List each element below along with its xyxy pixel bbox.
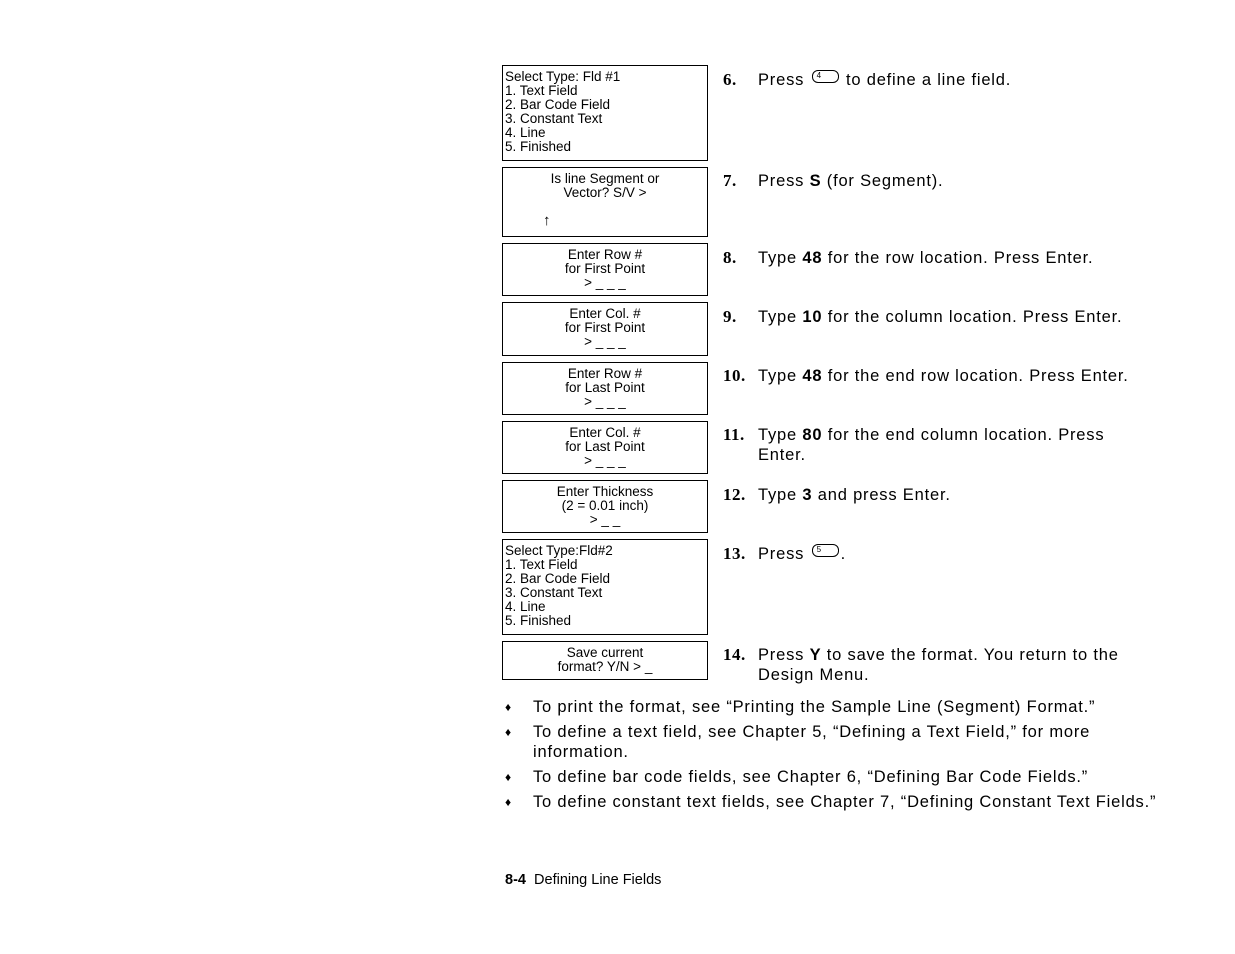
- display-screen-save-format: [502, 641, 708, 680]
- key-4-icon: [812, 70, 839, 83]
- screen-line: > _ _ _: [584, 453, 626, 468]
- step-number: 12.: [723, 485, 746, 504]
- step-text: Type: [758, 367, 797, 385]
- step-11: [723, 425, 1153, 465]
- key-label: 5: [816, 545, 822, 554]
- screen-line: Enter Col. #: [569, 425, 641, 440]
- step-number: 11.: [723, 425, 745, 444]
- bullet-icon: ♦: [505, 795, 512, 809]
- key-5-icon: [812, 544, 839, 557]
- step-number: 13.: [723, 544, 746, 563]
- step-text: and press Enter.: [817, 486, 951, 504]
- screen-line: for First Point: [564, 320, 646, 335]
- screen-line: Save current: [566, 645, 644, 660]
- bullet-icon: ♦: [505, 725, 512, 739]
- page-number: 8-4: [505, 872, 526, 888]
- step-text: Press: [758, 545, 805, 563]
- screen-line: > _ _ _: [584, 334, 626, 349]
- step-9: [723, 307, 1173, 327]
- list-item: [505, 722, 1185, 762]
- step-text: for the end column location. Press Enter.: [758, 426, 1105, 464]
- screen-line: > _ _ _: [584, 275, 626, 290]
- page-footer: [505, 872, 661, 888]
- screen-line: for First Point: [564, 261, 646, 276]
- related-info-list: [505, 697, 1185, 817]
- screen-line: > _ _ _: [584, 394, 626, 409]
- step-text: Type: [758, 426, 797, 444]
- bullet-icon: ♦: [505, 700, 512, 714]
- step-14: [723, 645, 1163, 685]
- step-bold-value: 48: [802, 249, 823, 267]
- step-number: 14.: [723, 645, 746, 664]
- step-bold-value: 48: [802, 367, 823, 385]
- up-arrow-icon: ↑: [543, 212, 551, 229]
- list-item-text: To define constant text fields, see Chapter 7, “Defining Constant Text Fields.”: [533, 793, 1157, 811]
- screen-line: Is line Segment or: [550, 171, 660, 186]
- step-number: 6.: [723, 70, 737, 89]
- chapter-title: Defining Line Fields: [534, 872, 662, 888]
- display-screen-segment-vector: [502, 167, 708, 237]
- step-bold-value: 3: [802, 486, 813, 504]
- step-bold-value: 80: [802, 426, 823, 444]
- step-text: for the end row location. Press Enter.: [827, 367, 1129, 385]
- screen-line: 4. Line: [505, 599, 546, 614]
- list-item: [505, 792, 1185, 812]
- step-number: 10.: [723, 366, 746, 385]
- display-screen-select-type-2: [502, 539, 708, 635]
- step-text: Press: [758, 646, 805, 664]
- screen-line: (2 = 0.01 inch): [561, 498, 649, 513]
- step-10: [723, 366, 1173, 386]
- step-text: for the column location. Press Enter.: [827, 308, 1123, 326]
- list-item: [505, 767, 1185, 787]
- display-screen-col-first: [502, 302, 708, 356]
- step-text: Type: [758, 308, 797, 326]
- display-screen-thickness: [502, 480, 708, 533]
- step-text: to save the format. You return to the Design Menu.: [758, 646, 1119, 684]
- step-text: .: [840, 545, 846, 563]
- screen-line: 5. Finished: [505, 613, 572, 628]
- screen-line: for Last Point: [565, 439, 645, 454]
- list-item-text: To define a text field, see Chapter 5, “Defining a Text Field,” for more information.: [533, 723, 1091, 761]
- screen-line: for Last Point: [565, 380, 645, 395]
- step-text: Type: [758, 249, 797, 267]
- step-text: for the row location. Press Enter.: [827, 249, 1094, 267]
- step-text: to define a line field.: [845, 71, 1012, 89]
- screen-line: > _ _: [589, 512, 621, 527]
- list-item-text: To print the format, see “Printing the Sample Line (Segment) Format.”: [533, 698, 1096, 716]
- step-number: 7.: [723, 171, 737, 190]
- step-number: 8.: [723, 248, 737, 267]
- step-6: [723, 70, 1173, 90]
- screen-line: Enter Row #: [567, 366, 643, 381]
- screen-line: Enter Row #: [567, 247, 643, 262]
- screen-line: format? Y/N > _: [557, 659, 653, 674]
- screen-line: 4. Line: [505, 125, 546, 140]
- screen-line: 5. Finished: [505, 139, 572, 154]
- screen-line: 3. Constant Text: [505, 111, 603, 126]
- bullet-icon: ♦: [505, 770, 512, 784]
- screen-line: Select Type:Fld#2: [505, 543, 613, 558]
- step-13: [723, 544, 1173, 564]
- screen-line: 2. Bar Code Field: [505, 571, 611, 586]
- list-item: [505, 697, 1185, 717]
- step-bold-value: S: [809, 172, 822, 190]
- display-screen-select-type-1: [502, 65, 708, 161]
- screen-line: 1. Text Field: [505, 557, 578, 572]
- step-12: [723, 485, 1173, 505]
- display-screen-row-first: [502, 243, 708, 296]
- step-text: Press: [758, 172, 805, 190]
- screen-line: Enter Thickness: [556, 484, 654, 499]
- screen-line: Enter Col. #: [569, 306, 641, 321]
- step-number: 9.: [723, 307, 737, 326]
- step-text: Press: [758, 71, 805, 89]
- step-bold-value: Y: [809, 646, 822, 664]
- step-8: [723, 248, 1173, 268]
- step-text: (for Segment).: [826, 172, 944, 190]
- screen-line: 3. Constant Text: [505, 585, 603, 600]
- screen-line: Select Type: Fld #1: [505, 69, 621, 84]
- list-item-text: To define bar code fields, see Chapter 6, “Defining Bar Code Fields.”: [533, 768, 1089, 786]
- step-bold-value: 10: [802, 308, 823, 326]
- display-screen-row-last: [502, 362, 708, 415]
- screen-line: 2. Bar Code Field: [505, 97, 611, 112]
- step-text: Type: [758, 486, 797, 504]
- key-label: 4: [816, 71, 822, 80]
- screen-line: Vector? S/V >: [563, 185, 647, 200]
- display-screen-col-last: [502, 421, 708, 474]
- screen-line: 1. Text Field: [505, 83, 578, 98]
- step-7: [723, 171, 1173, 191]
